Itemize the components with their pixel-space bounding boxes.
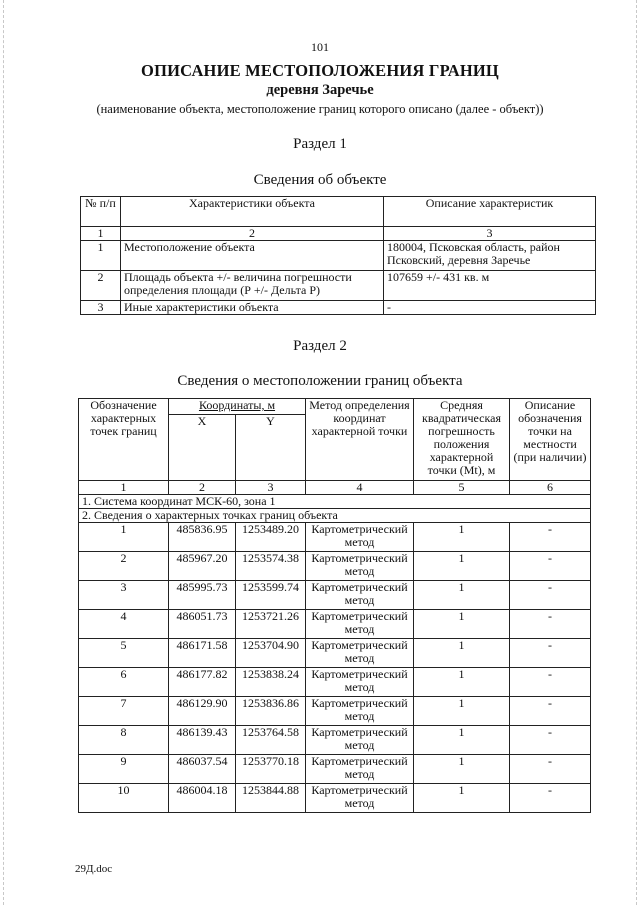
point-number: 7 <box>79 697 169 726</box>
column-number: 2 <box>169 481 236 495</box>
point-error: 1 <box>414 726 510 755</box>
point-method: Картометрический метод <box>306 784 414 813</box>
table-row <box>79 755 591 784</box>
point-y: 1253721.26 <box>236 610 306 639</box>
point-x: 486051.73 <box>169 610 236 639</box>
table-row <box>79 726 591 755</box>
point-x: 486139.43 <box>169 726 236 755</box>
point-error: 1 <box>414 581 510 610</box>
point-x: 485995.73 <box>169 581 236 610</box>
point-error: 1 <box>414 755 510 784</box>
object-note: (наименование объекта, местоположение границ которого описано (далее - объект)) <box>96 102 544 116</box>
point-method: Картометрический метод <box>306 610 414 639</box>
point-description: - <box>510 726 591 755</box>
point-y: 1253574.38 <box>236 552 306 581</box>
point-x: 486004.18 <box>169 784 236 813</box>
column-number: 2 <box>121 227 384 241</box>
point-method: Картометрический метод <box>306 639 414 668</box>
point-description: - <box>510 523 591 552</box>
point-number: 1 <box>79 523 169 552</box>
row-number: 1 <box>81 241 121 271</box>
point-y: 1253838.24 <box>236 668 306 697</box>
row-number: 3 <box>81 301 121 315</box>
description-cell: 180004, Псковская область, район Псковский, деревня Заречье <box>384 241 596 271</box>
point-description: - <box>510 639 591 668</box>
point-method: Картометрический метод <box>306 697 414 726</box>
table-row <box>81 301 596 315</box>
point-method: Картометрический метод <box>306 523 414 552</box>
point-error: 1 <box>414 668 510 697</box>
point-method: Картометрический метод <box>306 668 414 697</box>
point-method: Картометрический метод <box>306 755 414 784</box>
header-point-description: Описание обозначения точки на местности (при наличии) <box>510 399 591 481</box>
section1-caption: Сведения об объекте <box>253 172 387 188</box>
point-x: 486171.58 <box>169 639 236 668</box>
point-error: 1 <box>414 552 510 581</box>
point-number: 6 <box>79 668 169 697</box>
column-number: 3 <box>236 481 306 495</box>
point-error: 1 <box>414 639 510 668</box>
point-number: 8 <box>79 726 169 755</box>
table-row <box>79 610 591 639</box>
coordinate-system-row: 1. Система координат МСК-60, зона 1 <box>79 495 591 509</box>
points-heading-row: 2. Сведения о характерных точках границ объекта <box>79 509 591 523</box>
point-number: 3 <box>79 581 169 610</box>
point-description: - <box>510 784 591 813</box>
point-error: 1 <box>414 610 510 639</box>
section2-heading: Раздел 2 <box>293 338 347 354</box>
point-x: 486037.54 <box>169 755 236 784</box>
section2-caption: Сведения о местоположении границ объекта <box>177 373 463 389</box>
point-number: 2 <box>79 552 169 581</box>
description-cell: 107659 +/- 431 кв. м <box>384 271 596 301</box>
boundary-points-table <box>78 398 591 813</box>
point-method: Картометрический метод <box>306 726 414 755</box>
point-y: 1253844.88 <box>236 784 306 813</box>
row-number: 2 <box>81 271 121 301</box>
table-row <box>81 241 596 271</box>
point-number: 9 <box>79 755 169 784</box>
characteristic-cell: Площадь объекта +/- величина погрешности определения площади (Р +/- Дельта Р) <box>121 271 384 301</box>
point-y: 1253489.20 <box>236 523 306 552</box>
page-number: 101 <box>311 40 329 54</box>
characteristic-cell: Иные характеристики объекта <box>121 301 384 315</box>
header-description: Описание характеристик <box>384 197 596 227</box>
header-y: Y <box>236 415 306 481</box>
table-row <box>79 523 591 552</box>
characteristic-cell: Местоположение объекта <box>121 241 384 271</box>
column-number: 1 <box>79 481 169 495</box>
description-cell: - <box>384 301 596 315</box>
point-y: 1253704.90 <box>236 639 306 668</box>
document-subtitle: деревня Заречье <box>266 82 374 98</box>
table-row <box>79 552 591 581</box>
point-x: 486129.90 <box>169 697 236 726</box>
point-description: - <box>510 581 591 610</box>
point-number: 4 <box>79 610 169 639</box>
header-characteristic: Характеристики объекта <box>121 197 384 227</box>
point-y: 1253599.74 <box>236 581 306 610</box>
header-error: Средняя квадратическая погрешность положения характерной точки (Mt), м <box>414 399 510 481</box>
table-row <box>79 697 591 726</box>
column-number: 6 <box>510 481 591 495</box>
column-number: 4 <box>306 481 414 495</box>
point-description: - <box>510 610 591 639</box>
table-row <box>79 581 591 610</box>
point-error: 1 <box>414 523 510 552</box>
column-number: 5 <box>414 481 510 495</box>
section1-heading: Раздел 1 <box>293 136 347 152</box>
header-method: Метод определения координат характерной точки <box>306 399 414 481</box>
header-x: X <box>169 415 236 481</box>
point-number: 5 <box>79 639 169 668</box>
footer-filename: 29Д.doc <box>75 863 113 875</box>
point-x: 486177.82 <box>169 668 236 697</box>
object-info-table <box>80 196 596 315</box>
point-description: - <box>510 552 591 581</box>
table-row <box>81 271 596 301</box>
point-description: - <box>510 668 591 697</box>
point-y: 1253764.58 <box>236 726 306 755</box>
point-method: Картометрический метод <box>306 581 414 610</box>
point-method: Картометрический метод <box>306 552 414 581</box>
point-x: 485836.95 <box>169 523 236 552</box>
point-error: 1 <box>414 697 510 726</box>
point-description: - <box>510 755 591 784</box>
point-error: 1 <box>414 784 510 813</box>
column-number: 3 <box>384 227 596 241</box>
point-y: 1253770.18 <box>236 755 306 784</box>
point-x: 485967.20 <box>169 552 236 581</box>
table-row <box>79 639 591 668</box>
table-row <box>79 784 591 813</box>
header-designation: Обозначение характерных точек границ <box>79 399 169 481</box>
header-coordinates: Координаты, м <box>169 399 306 415</box>
point-description: - <box>510 697 591 726</box>
header-number: № п/п <box>81 197 121 227</box>
point-number: 10 <box>79 784 169 813</box>
table-row <box>79 668 591 697</box>
document-title: ОПИСАНИЕ МЕСТОПОЛОЖЕНИЯ ГРАНИЦ <box>141 61 499 80</box>
point-y: 1253836.86 <box>236 697 306 726</box>
column-number: 1 <box>81 227 121 241</box>
